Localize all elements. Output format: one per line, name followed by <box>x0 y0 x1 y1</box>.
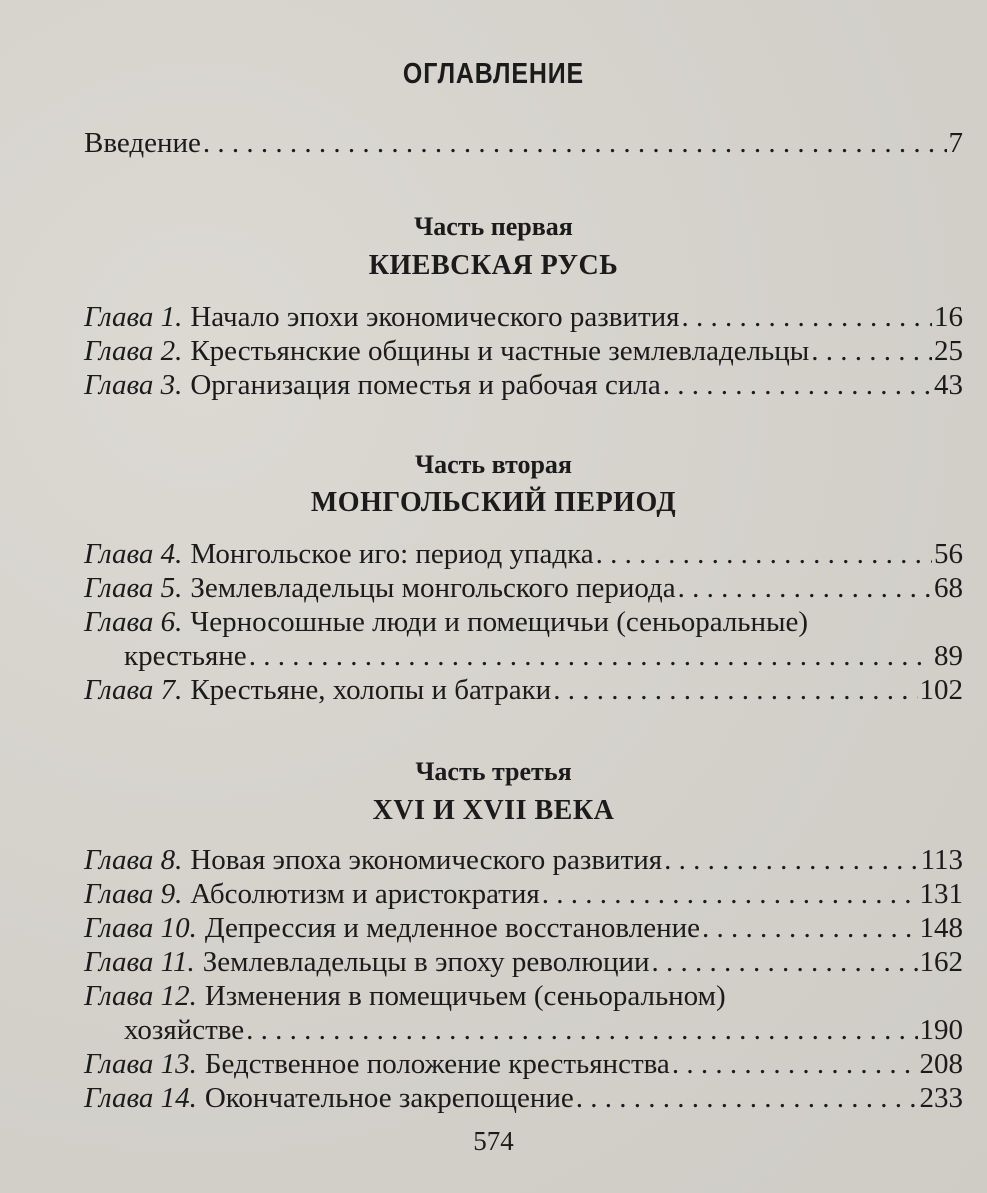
entry-title-continuation: крестьяне <box>124 640 247 672</box>
chapter-label: Глава 7. <box>84 674 183 706</box>
chapter-label: Глава 9. <box>84 878 183 910</box>
leader-dots <box>672 1047 918 1081</box>
toc-entry <box>84 537 963 571</box>
entry-page: 148 <box>919 912 963 944</box>
chapter-label: Глава 6. <box>84 606 183 638</box>
entry-page: 113 <box>920 844 963 876</box>
leader-dots <box>678 571 932 605</box>
toc-entry-continuation <box>124 639 963 673</box>
entry-page: 7 <box>948 127 963 159</box>
entry-title: Бедственное положение крестьянства <box>204 1048 670 1080</box>
part-label: Часть первая <box>414 212 573 241</box>
entry-page: 208 <box>919 1048 963 1080</box>
chapter-label: Глава 4. <box>84 538 183 570</box>
chapter-label: Глава 11. <box>84 946 195 978</box>
entry-title: Крестьяне, холопы и батраки <box>190 674 552 706</box>
toc-entry <box>84 945 963 979</box>
part-label: Часть вторая <box>415 450 572 479</box>
toc-entry <box>84 979 963 1013</box>
toc-entry <box>84 300 963 334</box>
part-title: МОНГОЛЬСКИЙ ПЕРИОД <box>310 487 677 518</box>
chapter-label: Глава 3. <box>84 369 183 401</box>
entry-page: 162 <box>919 946 963 978</box>
toc-entry <box>84 911 963 945</box>
entry-page: 102 <box>919 674 963 706</box>
entry-title: Черносошные люди и помещичьи (сеньоральные) <box>190 606 809 638</box>
entry-title: Депрессия и медленное восстановление <box>204 912 700 944</box>
toc-entry <box>84 1047 963 1081</box>
toc-entry <box>84 334 963 368</box>
leader-dots <box>249 639 932 673</box>
entry-page: 25 <box>934 335 963 367</box>
leader-dots <box>203 126 947 160</box>
entry-page: 89 <box>934 640 963 672</box>
chapter-label: Глава 2. <box>84 335 183 367</box>
leader-dots <box>576 1081 918 1115</box>
chapter-label: Глава 12. <box>84 980 197 1012</box>
toc-heading: ОГЛАВЛЕНИЕ <box>402 58 585 90</box>
entry-title: Изменения в помещичьем (сеньоральном) <box>204 980 726 1012</box>
entry-page: 190 <box>919 1014 963 1046</box>
leader-dots <box>664 843 918 877</box>
entry-title: Введение <box>84 127 201 159</box>
entry-title: Крестьянские общины и частные землевладельцы <box>190 335 810 367</box>
page-number: 574 <box>473 1126 514 1156</box>
leader-dots <box>811 334 932 368</box>
chapter-label: Глава 13. <box>84 1048 197 1080</box>
toc-entry <box>84 368 963 402</box>
entry-page: 131 <box>919 878 963 910</box>
leader-dots <box>596 537 932 571</box>
entry-page: 68 <box>934 572 963 604</box>
entry-page: 233 <box>919 1082 963 1114</box>
toc-entry-intro <box>84 126 963 160</box>
part-label: Часть третья <box>415 757 572 786</box>
leader-dots <box>542 877 918 911</box>
entry-title: Организация поместья и рабочая сила <box>190 369 661 401</box>
entry-title: Новая эпоха экономического развития <box>190 844 663 876</box>
entry-title: Окончательное закрепощение <box>204 1082 574 1114</box>
leader-dots <box>702 911 918 945</box>
toc-entry <box>84 673 963 707</box>
leader-dots <box>246 1013 917 1047</box>
chapter-label: Глава 14. <box>84 1082 197 1114</box>
chapter-label: Глава 8. <box>84 844 183 876</box>
entry-title: Абсолютизм и аристократия <box>190 878 540 910</box>
leader-dots <box>652 945 918 979</box>
toc-entry <box>84 571 963 605</box>
toc-entry-continuation <box>124 1013 963 1047</box>
entry-page: 56 <box>934 538 963 570</box>
chapter-label: Глава 1. <box>84 301 183 333</box>
leader-dots <box>682 300 932 334</box>
chapter-label: Глава 10. <box>84 912 197 944</box>
entry-title: Монгольское иго: период упадка <box>190 538 594 570</box>
entry-page: 16 <box>934 301 963 333</box>
entry-title: Землевладельцы монгольского периода <box>190 572 676 604</box>
part-title: КИЕВСКАЯ РУСЬ <box>368 250 619 281</box>
leader-dots <box>553 673 917 707</box>
entry-title: Землевладельцы в эпоху революции <box>202 946 650 978</box>
entry-page: 43 <box>934 369 963 401</box>
toc-entry <box>84 605 963 639</box>
toc-entry <box>84 1081 963 1115</box>
chapter-label: Глава 5. <box>84 572 183 604</box>
toc-entry <box>84 877 963 911</box>
part-title: XVI И XVII ВЕКА <box>372 795 615 826</box>
entry-title-continuation: хозяйстве <box>124 1014 245 1046</box>
toc-entry <box>84 843 963 877</box>
entry-title: Начало эпохи экономического развития <box>190 301 680 333</box>
leader-dots <box>663 368 932 402</box>
